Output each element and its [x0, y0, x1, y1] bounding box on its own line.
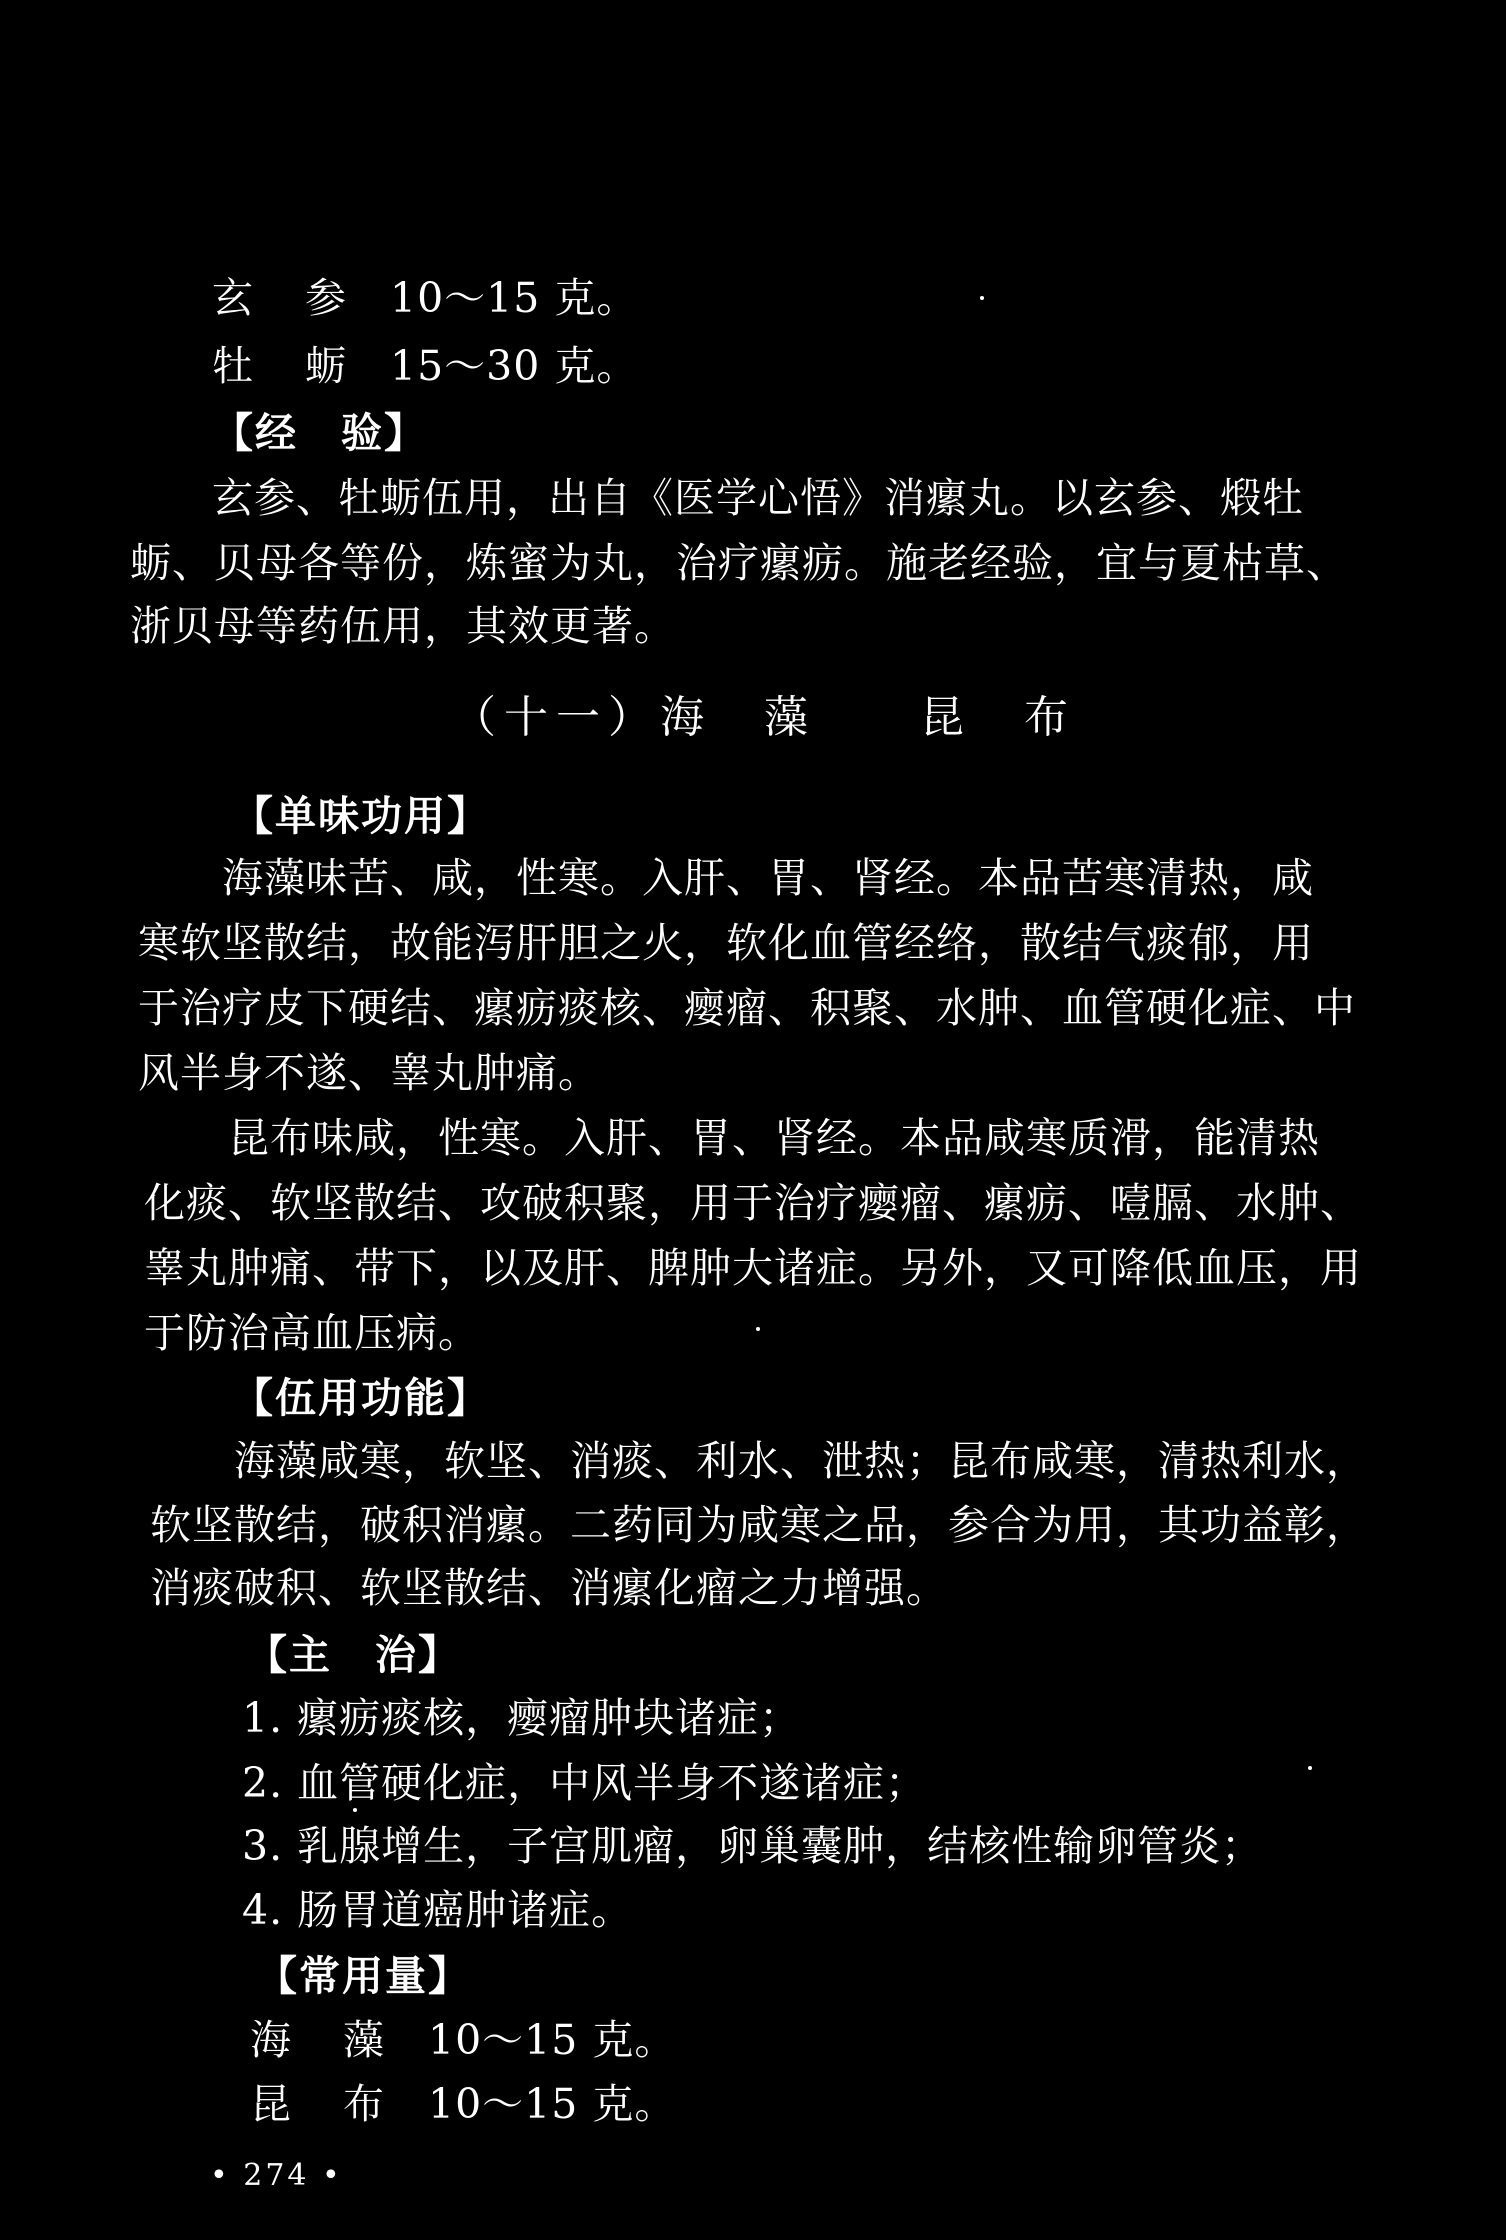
single-function-line: 于治疗皮下硬结、瘰疬痰核、瘿瘤、积聚、水肿、血管硬化症、中 — [138, 984, 1356, 1032]
page-number: • 274 • — [210, 2158, 343, 2193]
indication-item: 4. 肠胃道癌肿诸症。 — [242, 1886, 634, 1934]
scan-speck — [1308, 1766, 1312, 1770]
experience-line: 玄参、牡蛎伍用，出自《医学心悟》消瘰丸。以玄参、煅牡 — [212, 474, 1304, 522]
experience-line: 浙贝母等药伍用，其效更著。 — [130, 602, 676, 650]
single-function-line: 风半身不遂、睾丸肿痛。 — [138, 1049, 600, 1097]
dose-line-haizao — [250, 2012, 676, 2068]
herb-name: 海藻 — [250, 2016, 436, 2064]
dose-line-muli — [212, 338, 638, 394]
single-function-line: 寒软坚散结，故能泻肝胆之火，软化血管经络，散结气痰郁，用 — [138, 919, 1314, 967]
scan-speck — [756, 1327, 760, 1331]
single-function-line: 海藻味苦、咸，性寒。入肝、胃、肾经。本品苦寒清热，咸 — [222, 854, 1314, 902]
indications-heading: 【主 治】 — [246, 1631, 461, 1679]
scan-speck — [980, 296, 984, 300]
dose-line-xuanshen — [212, 270, 638, 326]
section-title: （十一）海 藻 昆 布 — [452, 692, 1076, 743]
single-function-heading: 【单味功用】 — [232, 792, 490, 840]
indication-item: 3. 乳腺增生，子宫肌瘤，卵巢囊肿，结核性输卵管炎； — [242, 1822, 1264, 1870]
combined-function-line: 海藻咸寒，软坚、消痰、利水、泄热；昆布咸寒，清热利水， — [234, 1437, 1368, 1485]
single-function-line: 于防治高血压病。 — [144, 1309, 480, 1357]
herb-name: 玄参 — [212, 274, 398, 322]
herb-amount: 10～15 克。 — [390, 274, 639, 322]
herb-name: 昆布 — [250, 2080, 436, 2128]
herb-amount: 10～15 克。 — [428, 2080, 677, 2128]
experience-line: 蛎、贝母各等份，炼蜜为丸，治疗瘰疬。施老经验，宜与夏枯草、 — [130, 539, 1348, 587]
single-function-line: 睾丸肿痛、带下，以及肝、脾肿大诸症。另外，又可降低血压，用 — [144, 1244, 1362, 1292]
herb-amount: 10～15 克。 — [428, 2016, 677, 2064]
herb-amount: 15～30 克。 — [390, 342, 639, 390]
dose-line-kunbu — [250, 2076, 676, 2132]
indication-item: 2. 血管硬化症，中风半身不遂诸症； — [242, 1759, 928, 1807]
combined-function-heading: 【伍用功能】 — [232, 1374, 490, 1422]
dosage-heading: 【常用量】 — [256, 1952, 471, 2000]
herb-name: 牡蛎 — [212, 342, 398, 390]
single-function-line: 昆布味咸，性寒。入肝、胃、肾经。本品咸寒质滑，能清热 — [228, 1114, 1320, 1162]
scan-speck — [353, 1808, 357, 1812]
combined-function-line: 软坚散结，破积消瘰。二药同为咸寒之品，参合为用，其功益彰， — [150, 1501, 1368, 1549]
combined-function-line: 消痰破积、软坚散结、消瘰化瘤之力增强。 — [150, 1564, 948, 1612]
indication-item: 1. 瘰疬痰核，瘿瘤肿块诸症； — [242, 1694, 802, 1742]
experience-heading: 【经 验】 — [212, 409, 427, 457]
single-function-line: 化痰、软坚散结、攻破积聚，用于治疗瘿瘤、瘰疬、噎膈、水肿、 — [144, 1179, 1362, 1227]
